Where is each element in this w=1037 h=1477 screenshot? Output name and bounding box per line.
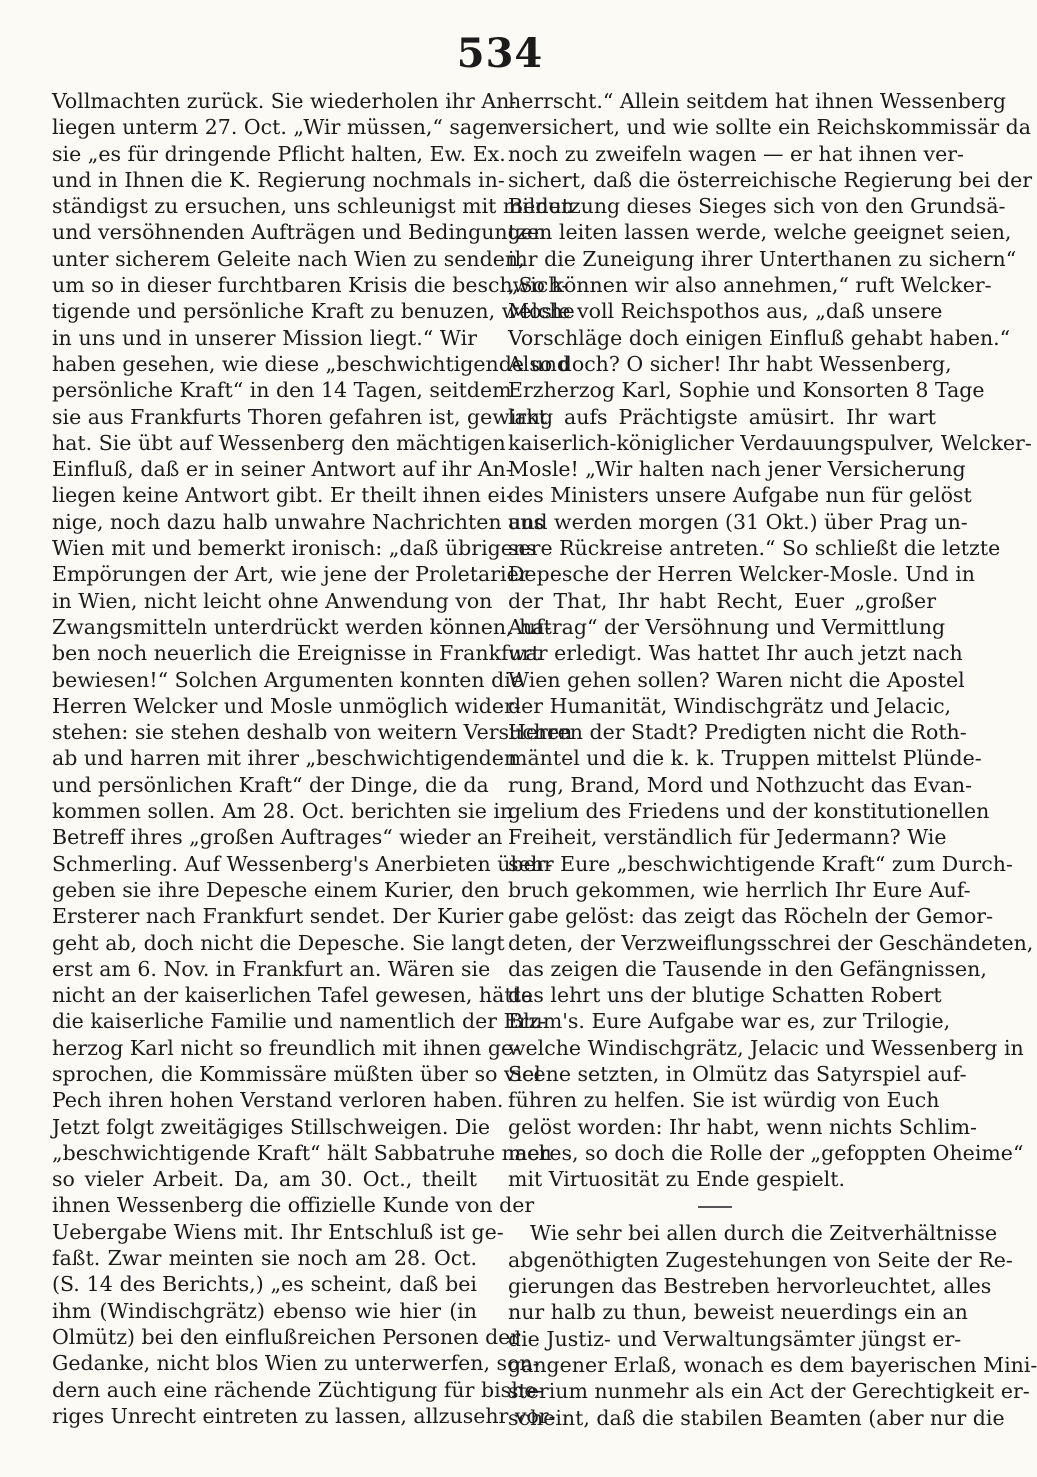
- text-line: in uns und in unserer Mission liegt.“ Wir: [52, 325, 477, 350]
- text-line: Benutzung dieses Sieges sich von den Grundsä-: [508, 194, 1006, 219]
- text-line: bruch gekommen, wie herrlich Ihr Eure Auf-: [508, 877, 971, 902]
- text-line: hat. Sie übt auf Wessenberg den mächtigen: [52, 430, 506, 455]
- left-column: [52, 88, 575, 1429]
- text-line: erst am 6. Nov. in Frankfurt an. Wären sie: [52, 956, 491, 981]
- text-line: deten, der Verzweiflungsschrei der Geschändeten,: [508, 930, 1034, 955]
- text-line: dern auch eine rächende Züchtigung für bishe-: [52, 1377, 544, 1402]
- text-line: (S. 14 des Berichts,) „es scheint, daß bei: [52, 1272, 477, 1297]
- text-line: Scene setzten, in Olmütz das Satyrspiel auf-: [508, 1061, 967, 1086]
- text-line: und werden morgen (31 Okt.) über Prag un-: [508, 509, 968, 534]
- text-line: sterium nunmehr als ein Act der Gerechtigkeit er-: [508, 1379, 1030, 1404]
- text-line: gelöst worden: Ihr habt, wenn nichts Schlim-: [508, 1114, 977, 1139]
- text-line: faßt. Zwar meinten sie noch am 28. Oct.: [52, 1246, 477, 1271]
- text-line: lang aufs Prächtigste amüsirt. Ihr wart: [508, 404, 936, 429]
- text-line: tzen leiten lassen werde, welche geeignet seien,: [508, 220, 1012, 245]
- text-line: abgenöthigten Zugestehungen von Seite der Re-: [508, 1247, 1013, 1272]
- text-line: sere Rückreise antreten.“ So schließt die letzte: [508, 536, 1001, 561]
- text-line: führen zu helfen. Sie ist würdig von Euch: [508, 1088, 940, 1113]
- text-line: Ersterer nach Frankfurt sendet. Der Kurier: [52, 904, 504, 929]
- text-line: Auftrag“ der Versöhnung und Vermittlung: [508, 614, 946, 639]
- right-column: [508, 88, 1037, 1431]
- text-line: Schmerling. Auf Wessenberg's Anerbieten über-: [52, 851, 553, 876]
- text-line: mit Virtuosität zu Ende gespielt.: [508, 1167, 845, 1192]
- text-line: stehen: sie stehen deshalb von weitern Versuchen: [52, 720, 573, 745]
- text-line: Wie sehr bei allen durch die Zeitverhältnisse: [530, 1221, 998, 1246]
- text-line: liegen keine Antwort gibt. Er theilt ihnen ei-: [52, 483, 514, 508]
- text-line: Vorschläge doch einigen Einfluß gehabt haben.“: [508, 325, 1011, 350]
- text-line: nur halb zu thun, beweist neuerdings ein an: [508, 1300, 968, 1325]
- text-line: ben noch neuerlich die Ereignisse in Frankfurt: [52, 641, 540, 666]
- text-line: Also doch? O sicher! Ihr habt Wessenberg,: [508, 351, 952, 376]
- text-line: Vollmachten zurück. Sie wiederholen ihr An-: [52, 89, 517, 113]
- text-line: Mosle voll Reichspothos aus, „daß unsere: [508, 299, 943, 324]
- text-line: ständigst zu ersuchen, uns schleunigst mit milden: [52, 194, 574, 219]
- section-divider: [698, 1206, 732, 1208]
- text-line: kaiserlich-königlicher Verdauungspulver, Welcker-: [508, 430, 1032, 455]
- text-line: sie „es für dringende Pflicht halten, Ew. Ex.: [52, 141, 506, 166]
- text-line: Freiheit, verständlich für Jedermann? Wie: [508, 825, 947, 850]
- text-line: meres, so doch die Rolle der „gefoppten Oheime“: [508, 1140, 1024, 1165]
- text-line: ab und harren mit ihrer „beschwichtigenden: [52, 746, 518, 771]
- text-line: gangener Erlaß, wonach es dem bayerischen Mini-: [508, 1352, 1037, 1377]
- text-line: und persönlichen Kraft“ der Dinge, die da: [52, 772, 489, 797]
- text-line: und in Ihnen die K. Regierung nochmals in-: [52, 167, 505, 192]
- text-line: des Ministers unsere Aufgabe nun für gelöst: [508, 483, 972, 508]
- text-line: Herren Welcker und Mosle unmöglich wider-: [52, 693, 521, 718]
- text-line: geben sie ihre Depesche einem Kurier, den: [52, 877, 500, 902]
- paragraph-bavarian-decree: [508, 1220, 1037, 1430]
- text-line: bewiesen!“ Solchen Argumenten konnten die: [52, 667, 523, 692]
- text-line: geht ab, doch nicht die Depesche. Sie langt: [52, 930, 505, 955]
- text-line: in Wien, nicht leicht ohne Anwendung von: [52, 588, 493, 613]
- text-line: die kaiserliche Familie und namentlich der Erz-: [52, 1009, 547, 1034]
- text-line: Betreff ihres „großen Auftrages“ wieder an: [52, 825, 503, 850]
- text-line: welche Windischgrätz, Jelacic und Wessenberg in: [508, 1035, 1024, 1060]
- text-line: nicht an der kaiserlichen Tafel gewesen, hätte: [52, 983, 533, 1008]
- text-line: Einfluß, daß er in seiner Antwort auf ihr An-: [52, 457, 513, 482]
- text-line: haben gesehen, wie diese „beschwichtigende und: [52, 351, 571, 376]
- text-line: sehr Eure „beschwichtigende Kraft“ zum Durch-: [508, 851, 1013, 876]
- text-line: der That, Ihr habt Recht, Euer „großer: [508, 588, 936, 613]
- text-line: um so in dieser furchtbaren Krisis die beschwich-: [52, 273, 569, 298]
- text-line: und versöhnenden Aufträgen und Bedingungen: [52, 220, 547, 245]
- text-line: persönliche Kraft“ in den 14 Tagen, seitdem: [52, 378, 512, 403]
- text-line: rung, Brand, Mord und Nothzucht das Evan-: [508, 772, 973, 797]
- text-line: Pech ihren hohen Verstand verloren haben.: [52, 1088, 504, 1113]
- paragraph-commission-report: [508, 88, 1034, 1192]
- text-line: der Humanität, Windischgrätz und Jelacic,: [508, 693, 952, 718]
- page-number: 534: [456, 30, 544, 77]
- text-line: noch zu zweifeln wagen — er hat ihnen ver-: [508, 141, 964, 166]
- text-line: Gedanke, nicht blos Wien zu unterwerfen, son-: [52, 1351, 540, 1376]
- text-line: „beschwichtigende Kraft“ hält Sabbatruhe nach: [52, 1140, 552, 1165]
- text-line: sie aus Frankfurts Thoren gefahren ist, gewirkt: [52, 404, 547, 429]
- text-line: so vieler Arbeit. Da, am 30. Oct., theilt: [52, 1167, 477, 1192]
- text-line: das lehrt uns der blutige Schatten Robert: [508, 983, 942, 1008]
- text-line: gelium des Friedens und der konstitutionellen: [508, 799, 990, 824]
- text-line: ihm (Windischgrätz) ebenso wie hier (in: [52, 1298, 477, 1323]
- text-line: Zwangsmitteln unterdrückt werden können, ha-: [52, 614, 552, 639]
- text-line: Jetzt folgt zweitägiges Stillschweigen. Die: [52, 1114, 490, 1139]
- text-line: scheint, daß die stabilen Beamten (aber nur die: [508, 1405, 1005, 1430]
- text-line: tigende und persönliche Kraft zu benuzen, welche: [52, 299, 575, 324]
- text-line: gabe gelöst: das zeigt das Röcheln der Gemor-: [508, 904, 994, 929]
- text-line: die Justiz- und Verwaltungsämter jüngst er-: [508, 1326, 962, 1351]
- text-line: Empörungen der Art, wie jene der Proletarier: [52, 562, 529, 587]
- text-line: „So können wir also annehmen,“ ruft Welcker-: [508, 273, 992, 298]
- text-line: sprochen, die Kommissäre müßten über so viel: [52, 1061, 541, 1086]
- text-line: das zeigen die Tausende in den Gefängnissen,: [508, 956, 987, 981]
- text-line: Erzherzog Karl, Sophie und Konsorten 8 Tage: [508, 378, 985, 403]
- text-line: ihr die Zuneigung ihrer Unterthanen zu sichern“: [508, 246, 1017, 271]
- text-line: gierungen das Bestreben hervorleuchtet, alles: [508, 1274, 992, 1299]
- text-line: herzog Karl nicht so freundlich mit ihnen ge-: [52, 1035, 521, 1060]
- text-line: Mosle! „Wir halten nach jener Versicherung: [508, 457, 966, 482]
- text-line: Wien mit und bemerkt ironisch: „daß übrigens: [52, 536, 537, 561]
- text-line: versichert, und wie sollte ein Reichskommissär da: [508, 115, 1031, 140]
- text-line: kommen sollen. Am 28. Oct. berichten sie in: [52, 799, 514, 824]
- text-line: Blum's. Eure Aufgabe war es, zur Trilogie,: [508, 1009, 951, 1034]
- text-line: Herren der Stadt? Predigten nicht die Roth-: [508, 720, 967, 745]
- text-line: Uebergabe Wiens mit. Ihr Entschluß ist ge-: [52, 1219, 504, 1244]
- text-line: nige, noch dazu halb unwahre Nachrichten aus: [52, 509, 545, 534]
- text-line: sichert, daß die österreichische Regierung bei der: [508, 167, 1033, 192]
- text-line: Wien gehen sollen? Waren nicht die Apostel: [508, 667, 965, 692]
- text-line: Depesche der Herren Welcker-Mosle. Und in: [508, 562, 976, 587]
- text-line: war erledigt. Was hattet Ihr auch jetzt nach: [508, 641, 963, 666]
- text-line: liegen unterm 27. Oct. „Wir müssen,“ sagen: [52, 115, 511, 140]
- text-line: herrscht.“ Allein seitdem hat ihnen Wessenberg: [508, 89, 1006, 113]
- text-line: riges Unrecht eintreten zu lassen, allzusehr vor-: [52, 1403, 556, 1428]
- text-line: Olmütz) bei den einflußreichen Personen der: [52, 1324, 521, 1349]
- text-line: mäntel und die k. k. Truppen mittelst Plünde-: [508, 746, 982, 771]
- text-line: unter sicherem Geleite nach Wien zu senden,: [52, 246, 525, 271]
- text-line: ihnen Wessenberg die offizielle Kunde von der: [52, 1193, 535, 1218]
